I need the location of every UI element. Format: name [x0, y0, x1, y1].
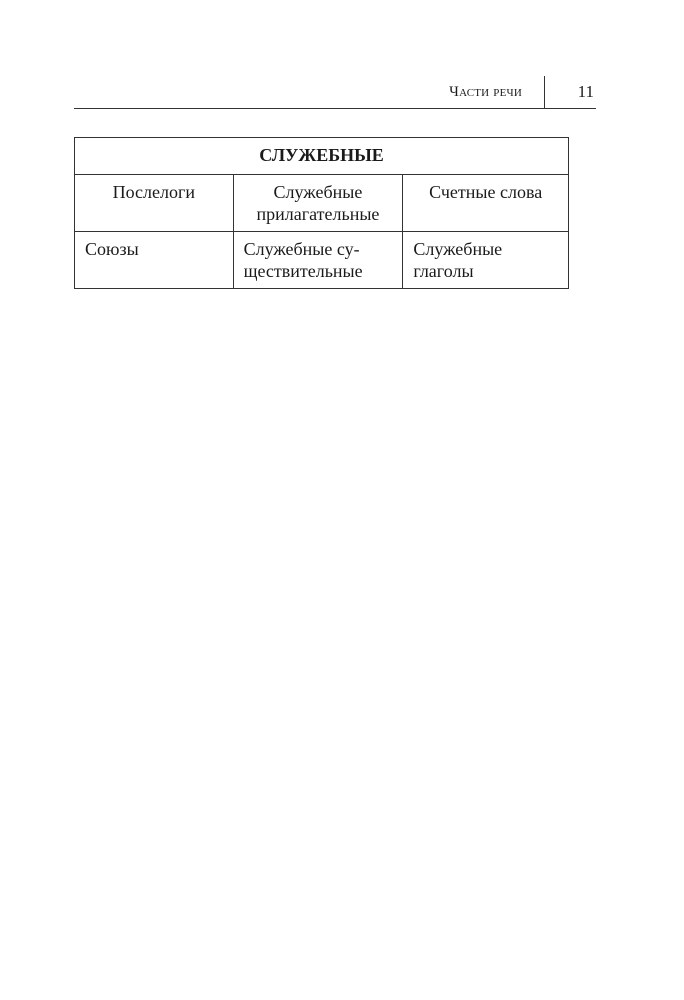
- header-divider: [544, 76, 545, 108]
- section-title: Части речи: [449, 84, 522, 100]
- table-cell: Послелоги: [75, 175, 234, 232]
- table-cell: Служебные глаголы: [403, 232, 569, 289]
- table-cell: Служебные прилагательные: [233, 175, 403, 232]
- running-head: [74, 72, 596, 109]
- page-number: 11: [577, 82, 594, 101]
- parts-of-speech-table: [74, 137, 569, 289]
- table-cell: Счетные слова: [403, 175, 569, 232]
- table-cell: Союзы: [75, 232, 234, 289]
- table-cell: Служебные су- ществительные: [233, 232, 403, 289]
- table-heading: СЛУЖЕБНЫЕ: [75, 138, 569, 175]
- table-heading-row: [75, 138, 569, 175]
- table-row: [75, 175, 569, 232]
- table-row: [75, 232, 569, 289]
